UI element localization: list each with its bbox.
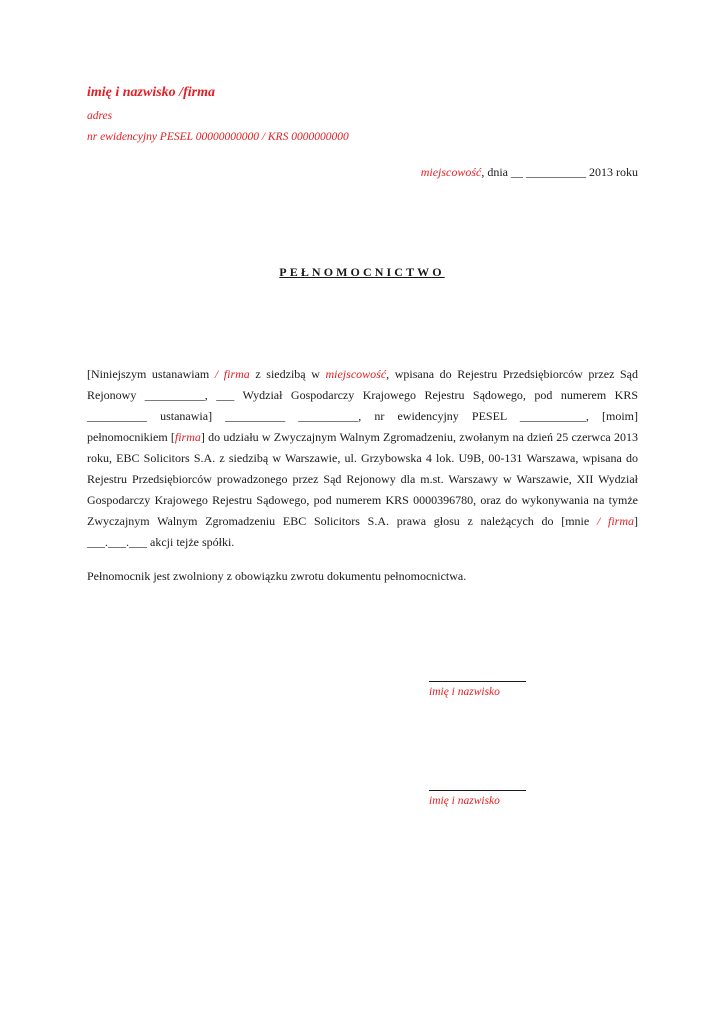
- para1-placeholder-firma-2: firma: [174, 430, 201, 444]
- signature-block-1: [429, 681, 526, 698]
- paragraph-1: [87, 364, 638, 553]
- document-title: PEŁNOMOCNICTWO: [279, 265, 445, 279]
- para1-text-5: ] ___.___.___ akcji tejże spółki.: [87, 514, 638, 549]
- place-date-line: [421, 165, 638, 180]
- sender-block: [87, 84, 349, 146]
- para1-text-2: z siedzibą w: [249, 367, 326, 381]
- sender-ids-placeholder: nr ewidencyjny PESEL 00000000000 / KRS 0000000000: [87, 131, 349, 143]
- place-placeholder: miejscowość: [420, 165, 482, 179]
- signature-line: [429, 681, 526, 682]
- para1-placeholder-miejscowosc: miejscowość: [325, 367, 387, 381]
- para1-placeholder-firma-1: / firma: [214, 367, 250, 381]
- signature-label: imię i nazwisko: [429, 686, 500, 698]
- main-clause: [87, 364, 638, 553]
- signature-line: [429, 790, 526, 791]
- paragraph-2: Pełnomocnik jest zwolniony z obowiązku zwrotu dokumentu pełnomocnictwa.: [87, 569, 467, 583]
- signature-label: imię i nazwisko: [429, 795, 500, 807]
- para1-text-3: , wpisana do Rejestru Przedsiębiorców przez Sąd Rejonowy __________, ___ Wydział Gospodarczy Krajowego Rejestru Sądowego, pod numerem KRS __________ ustanawia] __________ __________, nr ewidencyjny PESEL ___________, [moim] pełnomocnikiem [: [87, 367, 638, 444]
- para1-text-4: ] do udziału w Zwyczajnym Walnym Zgromadzeniu, zwołanym na dzień 25 czerwca 2013 roku, EBC Solicitors S.A. z siedzibą w Warszawie, ul. Grzybowska 4 lok. U9B, 00-131 Warszawa, wpisana do Rejestru Przedsiębiorców prowadzonego przez Sąd Rejonowy dla m.st. Warszawy w Warszawie, XII Wydział Gospodarczy Krajowego Rejestru Sądowego, pod numerem KRS 0000396780, oraz do wykonywania na tymże Zwyczajnym Walnym Zgromadzeniu EBC Solicitors S.A. prawa głosu z należących do [mnie: [87, 430, 638, 528]
- date-text: , dnia __ __________ 2013 roku: [481, 165, 638, 179]
- para1-text-1: [Niniejszym ustanawiam: [87, 367, 215, 381]
- sender-address-placeholder: adres: [87, 110, 113, 122]
- para1-placeholder-firma-3: / firma: [596, 514, 634, 528]
- signature-block-2: [429, 790, 526, 807]
- sender-name-placeholder: imię i nazwisko /firma: [87, 85, 215, 100]
